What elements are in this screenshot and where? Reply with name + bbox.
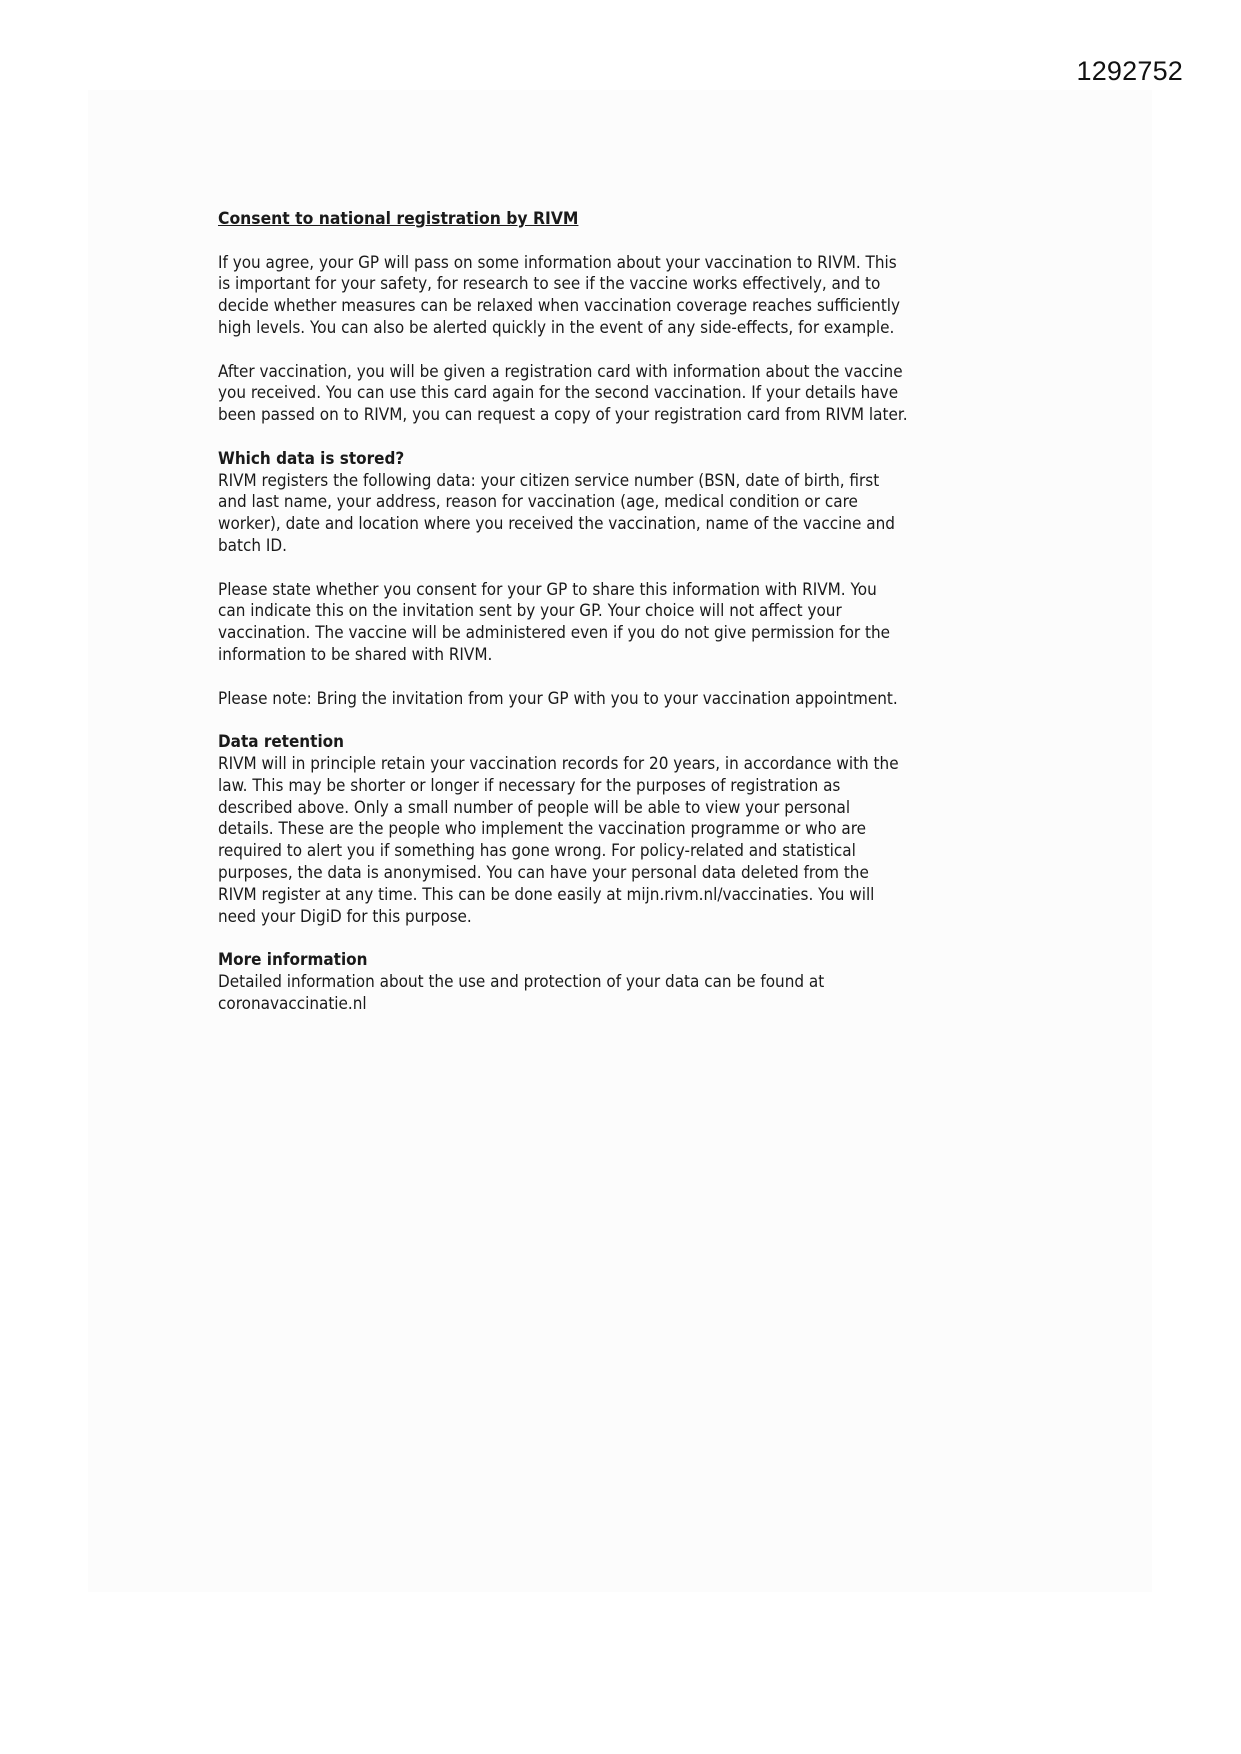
document-id: 1292752 [1076, 56, 1183, 86]
section-more-information [218, 949, 908, 1014]
section-heading: Data retention [218, 732, 345, 752]
section-heading: More information [218, 950, 368, 970]
section-data-stored [218, 448, 908, 710]
section-heading: Which data is stored? [218, 448, 405, 468]
intro-paragraph: If you agree, your GP will pass on some information about your vaccination to RIVM. This is important for your safety, for research to see if the vaccine works effectively, and to decide whether measures can be relaxed when vaccination coverage reaches sufficiently high levels. You can also be alerted quickly in the event of any side-effects, for example. [218, 252, 901, 337]
section-data-retention [218, 731, 908, 927]
section-paragraph: RIVM registers the following data: your citizen service number (BSN, date of birth, first and last name, your address, reason for vaccination (age, medical condition or care worker), date and location where you received the vaccination, name of the vaccine and batch ID. [218, 470, 895, 555]
section-paragraph: Please state whether you consent for your GP to share this information with RIVM. You can indicate this on the invitation sent by your GP. Your choice will not affect your vaccination. The vaccine will be administered even if you do not give permission for the information to be shared with RIVM. [218, 579, 891, 664]
intro-paragraph: After vaccination, you will be given a registration card with information about the vaccine you received. You can use this card again for the second vaccination. If your details have been passed on to RIVM, you can request a copy of your registration card from RIVM later. [218, 361, 908, 425]
section-paragraph: Detailed information about the use and protection of your data can be found at coronavaccinatie.nl [218, 971, 825, 1013]
section-paragraph: RIVM will in principle retain your vaccination records for 20 years, in accordance with the law. This may be shorter or longer if necessary for the purposes of registration as described above. Only a small number of people will be able to view your personal details. These are the people who implement the vaccination programme or who are required to alert you if something has gone wrong. For policy-related and statistical purposes, the data is anonymised. You can have your personal data deleted from the RIVM register at any time. This can be done easily at mijn.rivm.nl/vaccinaties. You will need your DigiD for this purpose. [218, 753, 899, 926]
document-body [218, 208, 908, 1036]
document-title: Consent to national registration by RIVM [218, 208, 579, 228]
section-paragraph: Please note: Bring the invitation from your GP with you to your vaccination appointment. [218, 688, 898, 708]
